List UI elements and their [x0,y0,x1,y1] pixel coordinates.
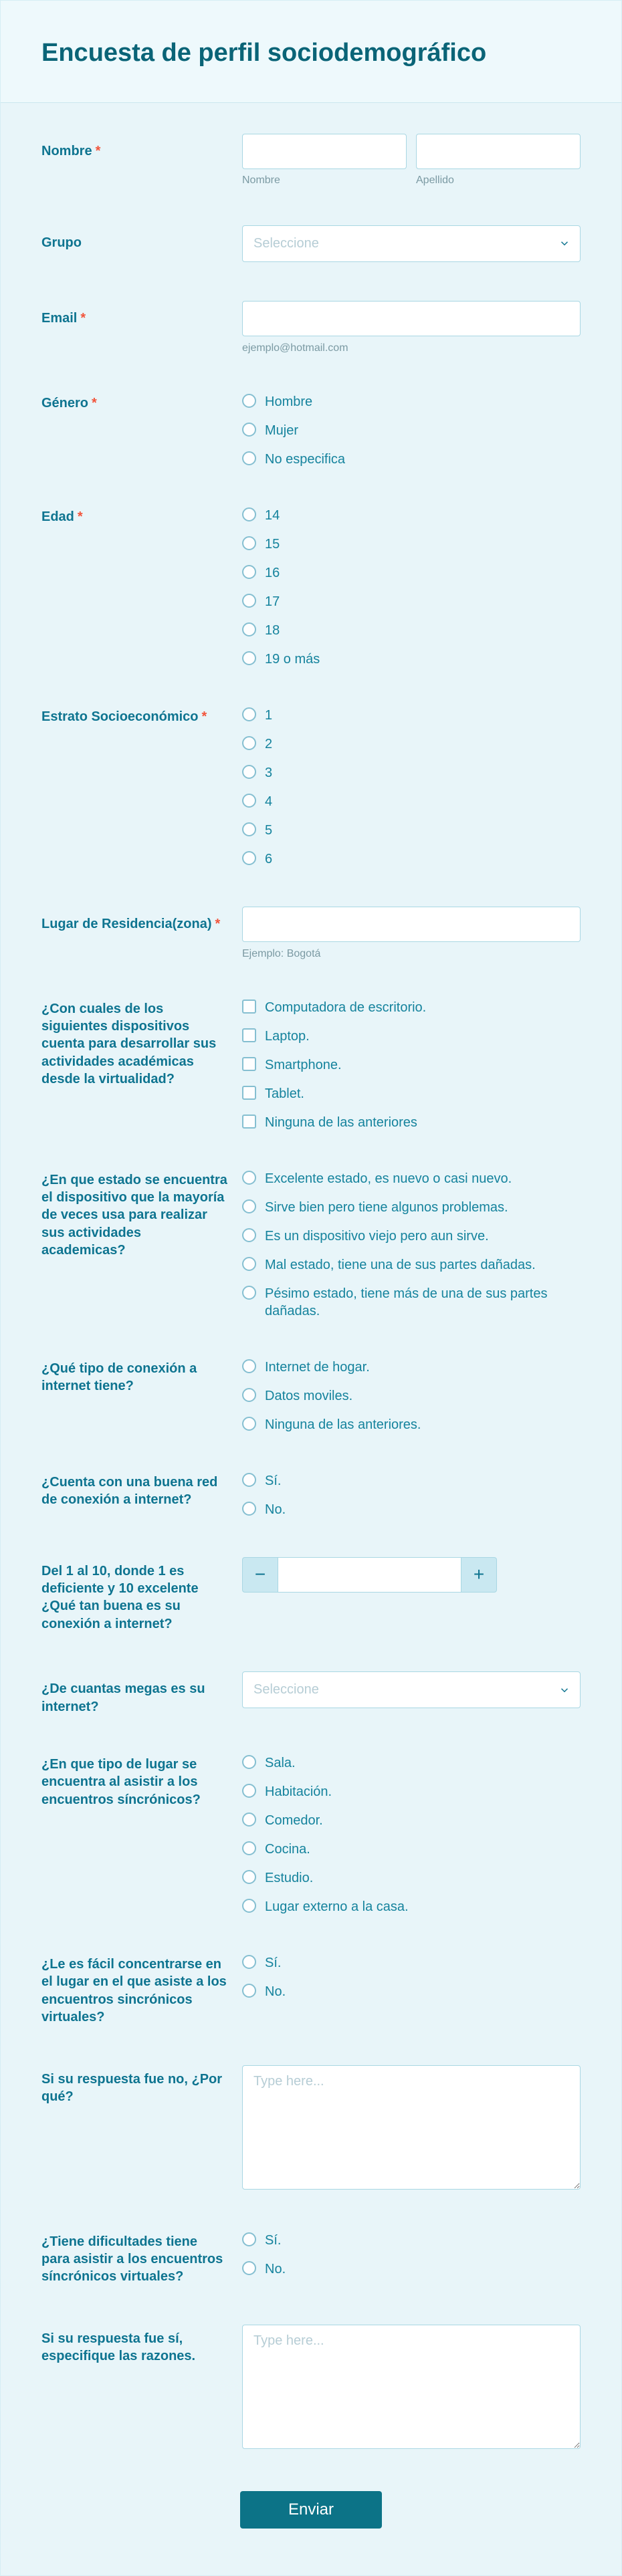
option-label: Laptop. [265,1028,310,1044]
radio-icon [242,423,256,437]
residencia-hint: Ejemplo: Bogotá [242,947,321,959]
radio-option[interactable] [242,1256,581,1274]
field-label [41,1472,242,1518]
radio-option[interactable] [242,1387,581,1405]
required-asterisk: * [215,916,221,931]
radio-option[interactable] [242,850,581,868]
grupo-select[interactable] [242,225,581,262]
genero-options [242,393,581,468]
radio-option[interactable] [242,793,581,810]
option-label: Excelente estado, es nuevo o casi nuevo. [265,1171,512,1186]
radio-option[interactable] [242,393,581,411]
radio-option[interactable] [242,1983,581,2000]
first-name-column [242,134,407,187]
radio-option[interactable] [242,1199,581,1216]
radio-option[interactable] [242,1285,581,1320]
field-control [242,2325,581,2452]
checkbox-option[interactable] [242,1114,581,1131]
field-label [41,907,242,960]
field-label [41,707,242,868]
radio-icon [242,1784,256,1798]
dispositivos-options [242,999,581,1131]
radio-icon [242,1388,256,1402]
field-label-text: ¿Qué tipo de conexión a internet tiene? [41,1361,197,1393]
rating-stepper [242,1557,497,1593]
field-label-text: Género [41,395,89,411]
field-label-text: ¿Tiene dificultades tiene para asistir a los encuentros síncrónicos virtuales? [41,2234,223,2285]
field-control [242,1557,581,1633]
field-tipo-conexion [41,1359,581,1433]
radio-option[interactable] [242,1170,581,1187]
form-title: Encuesta de perfil sociodemográfico [41,39,487,67]
required-asterisk: * [201,709,207,724]
radio-option[interactable] [242,1898,581,1915]
field-label-text: ¿En que tipo de lugar se encuentra al asistir a los encuentros síncrónicos? [41,1756,201,1807]
radio-icon [242,1417,256,1431]
field-label [41,2065,242,2193]
field-dispositivos [41,999,581,1131]
option-label: Sí. [265,1473,282,1488]
field-label-text: ¿De cuantas megas es su internet? [41,1681,205,1714]
radio-option[interactable] [242,1954,581,1972]
field-label [41,1954,242,2026]
radio-option[interactable] [242,1416,581,1433]
radio-option[interactable] [242,735,581,753]
field-porque-no [41,2065,581,2193]
radio-option[interactable] [242,622,581,639]
option-label: Ninguna de las anteriores [265,1115,417,1130]
field-label [41,507,242,668]
grupo-select-value: Seleccione [253,235,319,251]
last-name-column [416,134,581,187]
option-label: Cocina. [265,1841,310,1857]
megas-select[interactable] [242,1671,581,1708]
tipo-lugar-options [242,1754,581,1915]
estado-dispositivo-options [242,1170,581,1320]
checkbox-icon [242,1028,256,1042]
option-label: Estudio. [265,1870,314,1885]
field-estado-dispositivo [41,1170,581,1320]
radio-icon [242,2232,256,2246]
option-label: 17 [265,594,280,609]
field-label-text: Estrato Socioeconómico [41,709,199,724]
option-label: 18 [265,622,280,638]
field-residencia [41,907,581,960]
form-body [1,103,621,2575]
option-label: Sí. [265,2232,282,2248]
field-label [41,393,242,468]
option-label: Comedor. [265,1812,323,1828]
required-asterisk: * [80,310,86,326]
field-nombre [41,134,581,187]
field-grupo [41,225,581,262]
radio-icon [242,822,256,836]
option-label: Hombre [265,394,313,409]
option-label: Lugar externo a la casa. [265,1899,409,1914]
field-label-text: Email [41,310,78,326]
radio-icon [242,394,256,408]
submit-row [41,2491,581,2535]
dificultades-options [242,2232,581,2286]
option-label: Mujer [265,423,299,438]
radio-option[interactable] [242,1812,581,1829]
radio-option[interactable] [242,1359,581,1376]
checkbox-option[interactable] [242,1056,581,1074]
field-control [242,225,581,262]
first-name-sublabel: Nombre [242,174,280,186]
checkbox-option[interactable] [242,1028,581,1045]
checkbox-icon [242,1000,256,1014]
option-label: 3 [265,765,273,780]
radio-option[interactable] [242,451,581,468]
last-name-input[interactable] [416,134,581,169]
radio-option[interactable] [242,822,581,839]
radio-icon [242,1899,256,1913]
field-label [41,1170,242,1320]
radio-icon [242,2261,256,2275]
radio-icon [242,1812,256,1827]
field-dificultades [41,2232,581,2286]
option-label: Sí. [265,1955,282,1970]
option-label: Computadora de escritorio. [265,1000,427,1015]
option-label: Smartphone. [265,1057,342,1072]
field-calificacion [41,1557,581,1633]
radio-option[interactable] [242,2260,581,2278]
radio-icon [242,565,256,579]
submit-button[interactable]: Enviar [240,2491,382,2529]
radio-option[interactable] [242,707,581,724]
radio-icon [242,765,256,779]
field-label-text: ¿Cuenta con una buena red de conexión a internet? [41,1474,218,1507]
field-label-text: Nombre [41,143,92,158]
razones-si-textarea[interactable] [242,2325,581,2449]
stepper-plus-button[interactable]: + [461,1557,497,1593]
field-label-text: Si su respuesta fue no, ¿Por qué? [41,2071,223,2104]
radio-option[interactable] [242,1841,581,1858]
radio-icon [242,1228,256,1242]
field-label [41,999,242,1131]
field-label-text: ¿En que estado se encuentra el dispositivo que la mayoría de veces usa para realizar sus actividades academicas? [41,1172,227,1258]
concentrarse-options [242,1954,581,2026]
field-razones-si [41,2325,581,2452]
field-label [41,225,242,262]
radio-icon [242,1502,256,1516]
radio-icon [242,707,256,721]
required-asterisk: * [77,509,83,524]
option-label: 2 [265,736,273,751]
option-label: 14 [265,507,280,523]
radio-icon [242,594,256,608]
field-control [242,907,581,960]
tipo-conexion-options [242,1359,581,1433]
field-label-text: Del 1 al 10, donde 1 es deficiente y 10 excelente ¿Qué tan buena es su conexión a internet? [41,1563,199,1631]
field-email [41,301,581,354]
required-asterisk: * [95,143,101,158]
option-label: Habitación. [265,1784,332,1799]
option-label: Sirve bien pero tiene algunos problemas. [265,1199,508,1215]
form-header [1,1,621,103]
checkbox-icon [242,1115,256,1129]
chevron-down-icon [558,1684,571,1696]
option-label: Pésimo estado, tiene más de una de sus partes dañadas. [265,1286,548,1318]
radio-option[interactable] [242,2232,581,2249]
radio-icon [242,1257,256,1271]
option-label: Es un dispositivo viejo pero aun sirve. [265,1228,489,1244]
checkbox-icon [242,1086,256,1100]
radio-option[interactable] [242,651,581,668]
field-edad [41,507,581,668]
checkbox-icon [242,1057,256,1071]
field-buena-red [41,1472,581,1518]
option-label: 16 [265,565,280,580]
radio-icon [242,451,256,465]
option-label: No. [265,1502,286,1517]
radio-icon [242,1955,256,1969]
field-label-text: Grupo [41,235,82,250]
edad-options [242,507,581,668]
option-label: 4 [265,794,273,809]
rating-input[interactable] [278,1557,461,1593]
option-label: Tablet. [265,1086,304,1101]
radio-icon [242,507,256,521]
radio-icon [242,1199,256,1213]
radio-option[interactable] [242,536,581,553]
first-name-input[interactable] [242,134,407,169]
checkbox-option[interactable] [242,999,581,1016]
radio-option[interactable] [242,1869,581,1887]
option-label: No especifica [265,451,346,467]
checkbox-option[interactable] [242,1085,581,1102]
option-label: Ninguna de las anteriores. [265,1417,421,1432]
field-label [41,1671,242,1716]
radio-option[interactable] [242,1783,581,1800]
field-label [41,1754,242,1915]
radio-icon [242,1286,256,1300]
field-label-text: Edad [41,509,74,524]
radio-option[interactable] [242,1754,581,1772]
email-hint: ejemplo@hotmail.com [242,342,348,354]
field-control [242,1671,581,1716]
option-label: No. [265,1984,286,1999]
field-label-text: ¿Le es fácil concentrarse en el lugar en el que asiste a los encuentros sincrónicos virtuales? [41,1956,227,2025]
required-asterisk: * [92,395,97,411]
last-name-sublabel: Apellido [416,174,454,186]
option-label: 1 [265,707,273,723]
porque-no-textarea[interactable] [242,2065,581,2190]
option-label: 5 [265,822,273,838]
field-genero [41,393,581,468]
field-concentrarse [41,1954,581,2026]
email-input[interactable] [242,301,581,336]
radio-option[interactable] [242,422,581,439]
option-label: Datos moviles. [265,1388,353,1403]
field-tipo-lugar [41,1754,581,1915]
radio-option[interactable] [242,1472,581,1490]
radio-option[interactable] [242,1227,581,1245]
radio-icon [242,622,256,636]
field-control [242,2065,581,2193]
option-label: Internet de hogar. [265,1359,370,1375]
residencia-input[interactable] [242,907,581,942]
field-label [41,301,242,354]
radio-option[interactable] [242,564,581,582]
field-estrato [41,707,581,868]
name-columns [242,134,581,187]
option-label: 15 [265,536,280,552]
field-label-text: Si su respuesta fue sí, especifique las razones. [41,2331,196,2364]
radio-icon [242,1359,256,1373]
radio-icon [242,1841,256,1855]
radio-icon [242,1171,256,1185]
chevron-down-icon [558,237,571,249]
radio-icon [242,1755,256,1769]
radio-icon [242,736,256,750]
option-label: 19 o más [265,651,320,667]
field-control [242,134,581,187]
radio-option[interactable] [242,507,581,524]
option-label: Sala. [265,1755,296,1770]
stepper-minus-button[interactable]: − [242,1557,278,1593]
option-label: No. [265,2261,286,2276]
radio-option[interactable] [242,593,581,610]
field-label-text: Lugar de Residencia(zona) [41,916,212,931]
radio-icon [242,794,256,808]
radio-option[interactable] [242,764,581,782]
radio-icon [242,1473,256,1487]
radio-icon [242,1984,256,1998]
field-label [41,2325,242,2452]
buena-red-options [242,1472,581,1518]
option-label: Mal estado, tiene una de sus partes dañadas. [265,1257,536,1272]
field-megas [41,1671,581,1716]
radio-icon [242,1870,256,1884]
field-label [41,1557,242,1633]
radio-icon [242,851,256,865]
estrato-options [242,707,581,868]
field-label [41,134,242,187]
field-label [41,2232,242,2286]
field-label-text: ¿Con cuales de los siguientes dispositivos cuenta para desarrollar sus actividades académicas desde la virtualidad? [41,1001,217,1087]
option-label: 6 [265,851,273,866]
megas-select-value: Seleccione [253,1682,319,1697]
radio-icon [242,536,256,550]
field-label [41,1359,242,1433]
radio-option[interactable] [242,1501,581,1518]
field-control [242,301,581,354]
radio-icon [242,651,256,665]
